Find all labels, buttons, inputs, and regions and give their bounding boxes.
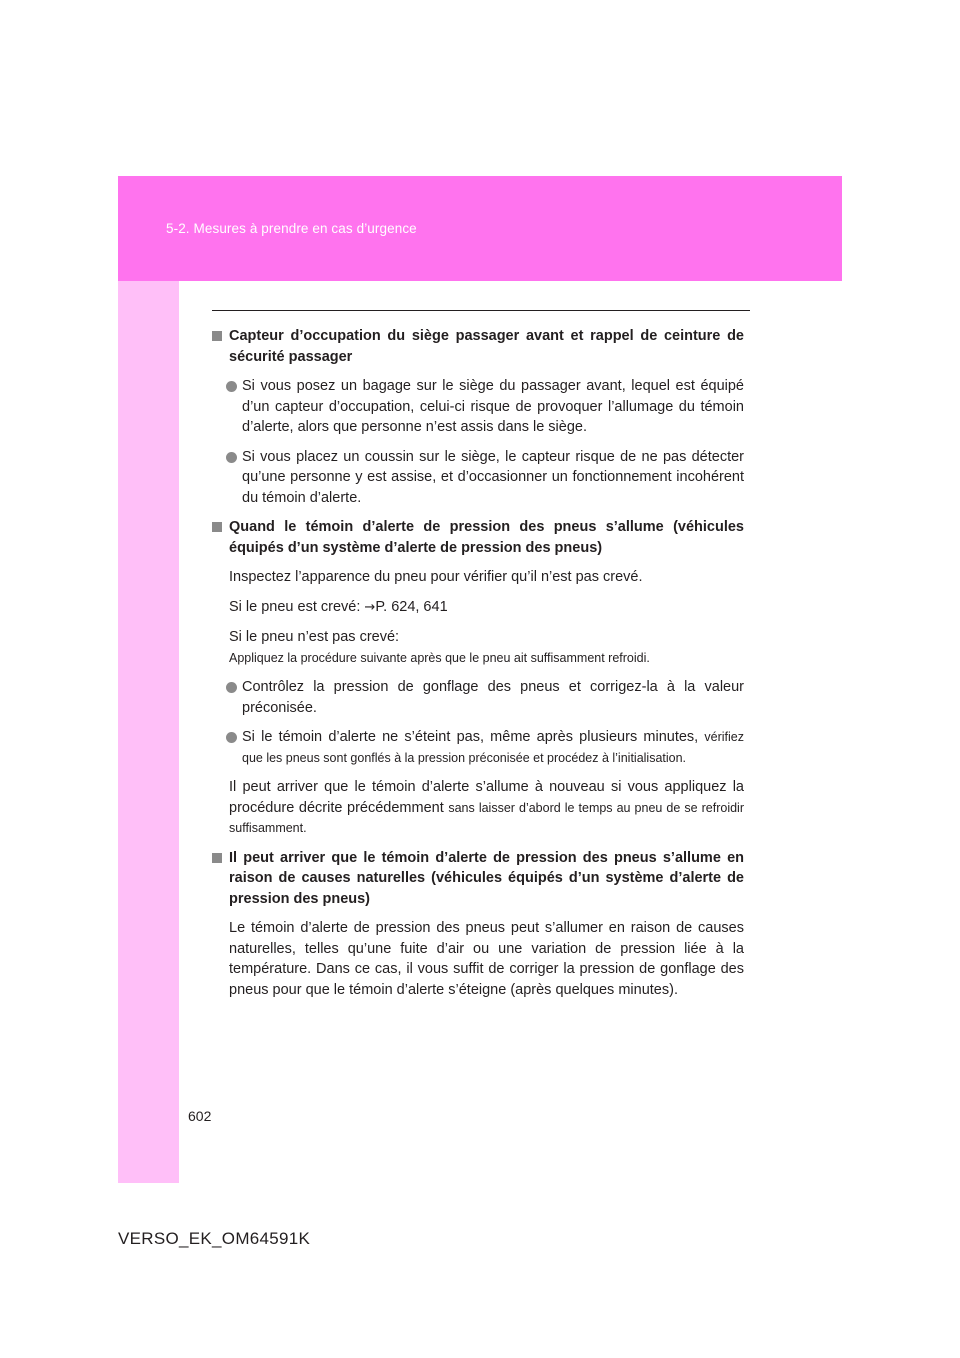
paragraph: Si le pneu est crevé: →P. 624, 641 [229, 598, 448, 615]
paragraph: Le témoin d’alerte de pression des pneus peut s’allumer en raison de causes naturelles, telles qu’une fuite d’air ou une variation de pression liée à la température. Dans ce cas, il vous suffit de corriger la pression de gonflage des pneus pour que le témoin d’alerte s’éteigne (après quelques minutes). [229, 920, 744, 998]
square-bullet-icon [212, 853, 222, 863]
section-title-2: Quand le témoin d’alerte de pression des pneus s’allume (véhicules équipés d’un système d’alerte de pression des pneus) [212, 517, 744, 558]
list-item: Si vous placez un coussin sur le siège, le capteur risque de ne pas détecter qu’une personne y est assise, et d’occasionner un fonctionnement incohérent du témoin d’alerte. [212, 447, 744, 509]
side-band [118, 281, 179, 1183]
list-item: Si vous posez un bagage sur le siège du passager avant, lequel est équipé d’un capteur d’occupation, celui-ci risque de provoquer l’allumage du témoin d’alerte, alors que personne n’est assis dans le siège. [212, 376, 744, 438]
circle-bullet-icon [226, 732, 237, 743]
circle-bullet-icon [226, 452, 237, 463]
top-rule [212, 310, 750, 311]
paragraph: Si le pneu n’est pas crevé: Appliquez la procédure suivante après que le pneu ait suffisamment refroidi. [229, 629, 650, 665]
section-title-1: Capteur d’occupation du siège passager avant et rappel de ceinture de sécurité passager [212, 326, 744, 367]
list-item: Si le témoin d’alerte ne s’éteint pas, même après plusieurs minutes, vérifiez que les pneus sont gonflés à la pression préconisée et procédez à l’initialisation. [212, 727, 744, 768]
paragraph: Inspectez l’apparence du pneu pour vérifier qu’il n’est pas crevé. [229, 569, 643, 585]
circle-bullet-icon [226, 682, 237, 693]
list-item: Contrôlez la pression de gonflage des pneus et corrigez-la à la valeur préconisée. [212, 677, 744, 718]
page-reference: P. 624, 641 [375, 598, 448, 615]
section-breadcrumb: 5-2. Mesures à prendre en cas d’urgence [166, 221, 417, 236]
square-bullet-icon [212, 522, 222, 532]
square-bullet-icon [212, 331, 222, 341]
circle-bullet-icon [226, 381, 237, 392]
page-number: 602 [188, 1108, 212, 1124]
section-title-3: Il peut arriver que le témoin d’alerte de pression des pneus s’allume en raison de causes naturelles (véhicules équipés d’un système d’alerte de pression des pneus) [212, 848, 744, 910]
document-id: VERSO_EK_OM64591K [118, 1229, 311, 1248]
arrow-right-icon: → [364, 599, 376, 615]
page-content [212, 326, 744, 1009]
paragraph: Il peut arriver que le témoin d’alerte s’allume à nouveau si vous appliquez la procédure décrite précédemment sans laisser d’abord le temps au pneu de se refroidir suffisamment. [229, 779, 744, 835]
